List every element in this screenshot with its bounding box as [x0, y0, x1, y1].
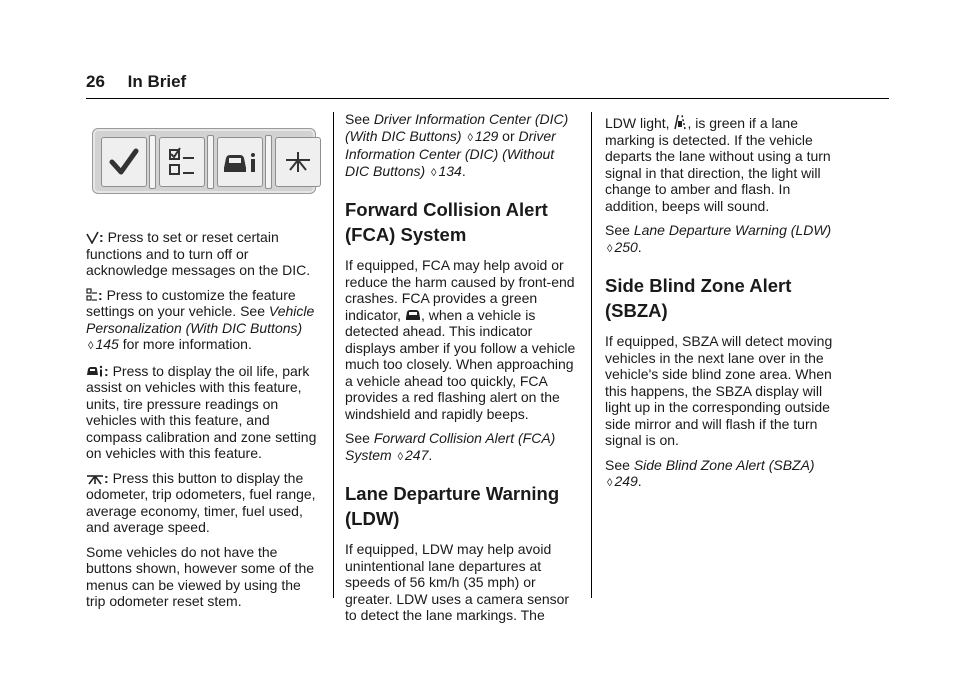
paragraph-select: : Press to set or reset certain functions and to turn off or acknowledge messages on the DIC.	[86, 229, 311, 278]
cross-reference[interactable]: Side Blind Zone Alert (SBZA)	[633, 456, 815, 473]
button-divider	[207, 135, 214, 189]
page-reference-arrow-icon: ◊	[607, 477, 613, 489]
customize-button	[159, 137, 205, 187]
vehicle-info-button	[217, 137, 263, 187]
paragraph-see-fca: See Forward Collision Alert (FCA) System ◊ 247.	[345, 430, 556, 463]
cross-reference[interactable]: Lane Departure Warning (LDW)	[633, 222, 832, 238]
page-reference[interactable]: 249	[614, 473, 638, 489]
dic-button-panel	[92, 128, 316, 194]
page-reference[interactable]: 134	[438, 162, 462, 179]
page-reference[interactable]: 247	[405, 446, 429, 463]
column-separator-2	[591, 112, 592, 598]
column-1	[86, 229, 322, 618]
paragraph-sbza: If equipped, SBZA will detect moving vehicles in the next lane over in the vehicle's side blind zone area. When this happens, the SBZA display will light up in the corresponding outside side mirror and will flash if the turn signal is on.	[605, 333, 833, 448]
checkmark-icon	[102, 138, 146, 186]
page-header	[86, 72, 186, 92]
paragraph-ldw-continued: LDW light, , is green if a lane marking is detected. If the vehicle departs the lane without using a turn signal in that direction, the light will change to amber and flash. In addition, beeps will sound.	[605, 115, 831, 214]
page-reference-arrow-icon: ◊	[431, 166, 437, 179]
odometer-button	[275, 137, 321, 187]
button-divider	[265, 135, 272, 189]
column-separator-1	[333, 112, 334, 598]
section-title: In Brief	[127, 72, 187, 91]
column-2	[345, 111, 581, 632]
page-reference-arrow-icon: ◊	[397, 450, 404, 463]
paragraph-customize: : Press to customize the feature settings on your vehicle. See Vehicle Personalization (With DIC Buttons) ◊ 145 for more information.	[86, 286, 315, 352]
paragraph-ldw: If equipped, LDW may help avoid unintentional lane departures at speeds of 56 km/h (35 mph) or greater. LDW uses a camera sensor to detect the lane markings. The	[345, 541, 570, 623]
page-reference[interactable]: 250	[614, 238, 638, 255]
page-reference-arrow-icon: ◊	[88, 340, 94, 352]
paragraph-see-sbza: See Side Blind Zone Alert (SBZA) ◊ 249.	[605, 456, 815, 489]
vehicle-info-icon	[86, 365, 104, 378]
cross-reference[interactable]: Driver Information Center (DIC) (Without DIC Buttons)	[345, 127, 556, 179]
heading-ldw: Lane Departure Warning (LDW)	[345, 483, 560, 529]
page-reference-arrow-icon: ◊	[607, 242, 613, 255]
fca-vehicle-icon	[405, 309, 421, 322]
paragraph-odometer: : Press this button to display the odometer, trip odometers, fuel range, average economy, timer, fuel used, and average speed.	[86, 469, 316, 535]
select-button	[101, 137, 147, 187]
odometer-icon	[276, 138, 320, 186]
odometer-icon	[86, 472, 104, 485]
checkmark-icon	[86, 231, 99, 244]
column-3	[605, 114, 841, 500]
paragraph-see-ldw: See Lane Departure Warning (LDW) ◊ 250.	[605, 222, 832, 255]
header-rule	[86, 98, 889, 99]
paragraph-note: Some vehicles do not have the buttons shown, however some of the menus can be viewed by using the trip odometer reset stem.	[86, 543, 315, 609]
customize-icon	[86, 288, 98, 302]
page-number: 26	[86, 72, 105, 91]
paragraph-see-dic: See Driver Information Center (DIC) (With DIC Buttons) ◊ 129 or Driver Information Center (DIC) (Without DIC Buttons) ◊ 134.	[345, 111, 569, 179]
heading-sbza: Side Blind Zone Alert (SBZA)	[605, 275, 792, 321]
page-reference[interactable]: 145	[95, 336, 119, 352]
heading-fca: Forward Collision Alert (FCA) System	[345, 199, 548, 245]
cross-reference[interactable]: Driver Information Center (DIC) (With DIC Buttons)	[345, 111, 569, 144]
paragraph-fca: If equipped, FCA may help avoid or reduce the harm caused by front-end crashes. FCA provides a green indicator, , when a vehicle is detected ahead. This indicator displays amber if you follow a vehicle much too closely. When approaching a vehicle ahead too quickly, FCA provides a red flashing alert on the windshield and rapidly beeps.	[345, 257, 576, 422]
cross-reference[interactable]: Forward Collision Alert (FCA) System	[345, 430, 556, 463]
ldw-lane-icon	[673, 114, 687, 130]
page-reference[interactable]: 129	[474, 127, 499, 144]
page-reference-arrow-icon: ◊	[467, 131, 473, 144]
paragraph-vehicle-info: : Press to display the oil life, park assist on vehicles with this feature, units, tire pressure readings on vehicles with this feature, and compass calibration and zone setting on vehicles with this feature.	[86, 362, 317, 461]
customize-icon	[160, 138, 204, 186]
vehicle-info-icon	[218, 138, 262, 186]
button-divider	[149, 135, 156, 189]
cross-reference[interactable]: Vehicle Personalization (With DIC Buttons)	[86, 303, 315, 336]
